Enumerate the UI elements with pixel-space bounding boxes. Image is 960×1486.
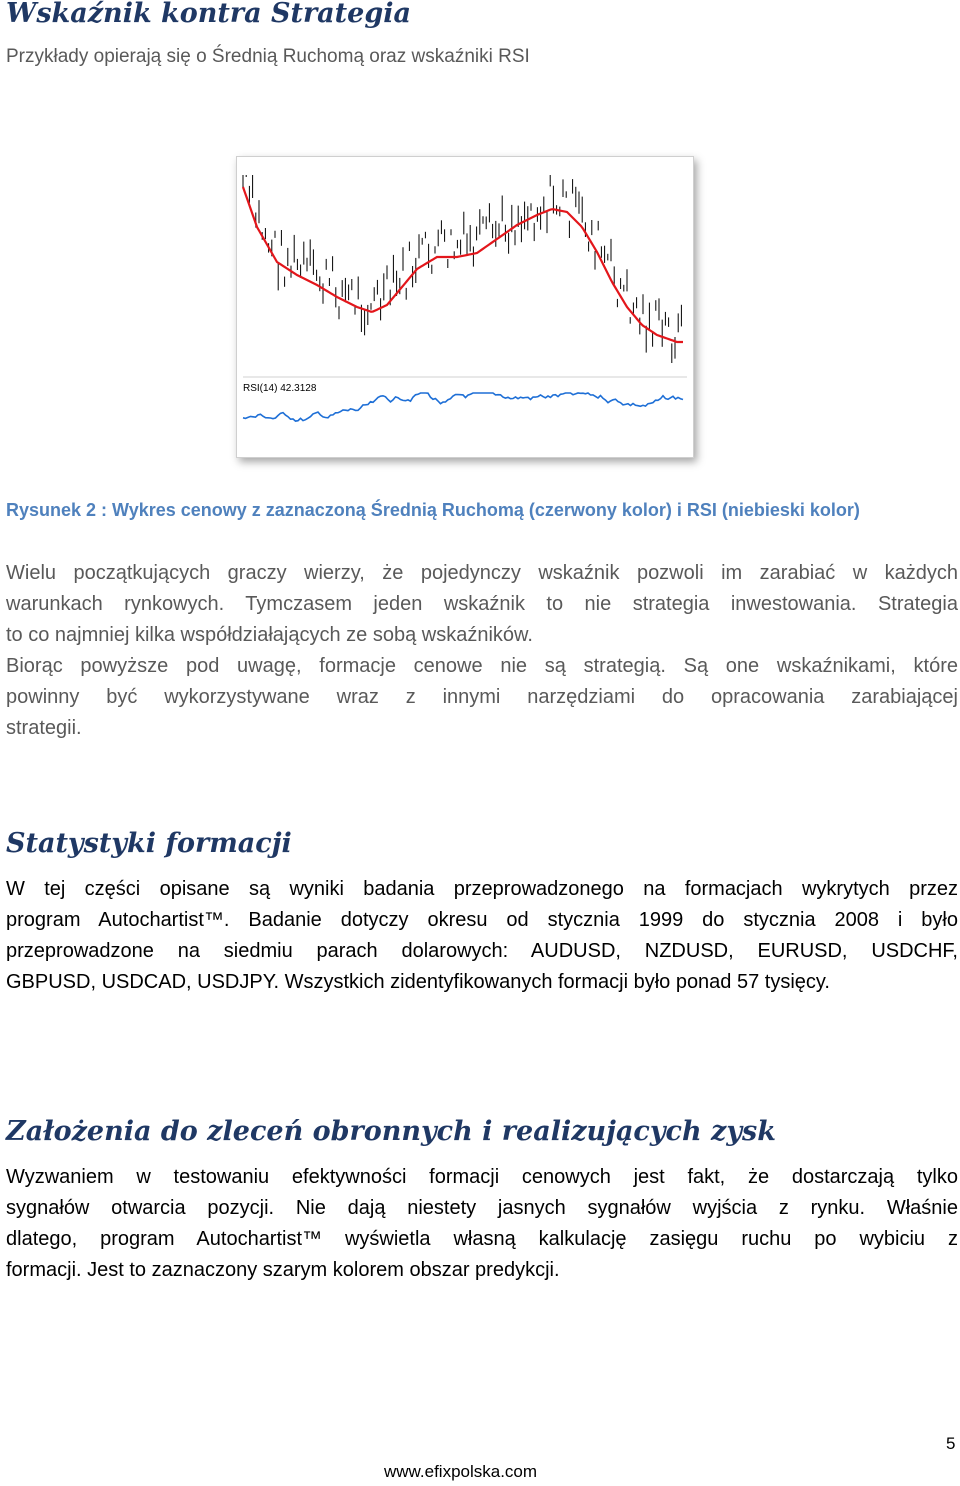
price-chart-svg bbox=[237, 157, 693, 457]
paragraph-line: warunkach rynkowych. Tymczasem jeden wskaźnik to nie strategia inwestowania. Strategia bbox=[6, 593, 958, 615]
section-title-stop-loss-take-profit: Założenia do zleceń obronnych i realizujących zysk bbox=[6, 1116, 776, 1147]
paragraph-statistics bbox=[6, 874, 958, 998]
section-title-indicator-vs-strategy: Wskaźnik kontra Strategia bbox=[6, 0, 411, 29]
paragraph-line: formacji. Jest to zaznaczony szarym kolorem obszar predykcji. bbox=[6, 1259, 560, 1281]
paragraph-line: powinny być wykorzystywane wraz z innymi narzędziami do opracowania zarabiającej bbox=[6, 686, 958, 708]
paragraph-line: Wyzwaniem w testowaniu efektywności formacji cenowych jest fakt, że dostarczają tylko bbox=[6, 1166, 958, 1188]
paragraph-line: W tej części opisane są wyniki badania przeprowadzonego na formacjach wykrytych przez bbox=[6, 878, 958, 900]
footer-url: www.efixpolska.com bbox=[384, 1462, 538, 1481]
paragraph-line: Biorąc powyższe pod uwagę, formacje cenowe nie są strategią. Są one wskaźnikami, które bbox=[6, 655, 958, 677]
rsi-line bbox=[243, 393, 683, 421]
paragraph-line: GBPUSD, USDCAD, USDJPY. Wszystkich zidentyfikowanych formacji było ponad 57 tysięcy. bbox=[6, 971, 830, 993]
paragraph-line: sygnałów otwarcia pozycji. Nie dają niestety jasnych sygnałów wyjścia z rynku. Właśnie bbox=[6, 1197, 958, 1219]
paragraph-line: strategii. bbox=[6, 717, 82, 739]
paragraph-line: dlatego, program Autochartist™ wyświetla własną kalkulację zasięgu ruchu po wybiciu z bbox=[6, 1228, 958, 1250]
section-title-pattern-statistics: Statystyki formacji bbox=[6, 828, 292, 859]
paragraph-line: to co najmniej kilka współdziałających ze sobą wskaźników. bbox=[6, 624, 533, 646]
paragraph-line: przeprowadzone na siedmiu parach dolarowych: AUDUSD, NZDUSD, EURUSD, USDCHF, bbox=[6, 940, 958, 962]
rsi-label: RSI(14) 42.3128 bbox=[243, 383, 317, 394]
price-chart-figure bbox=[236, 156, 694, 458]
paragraph-line: program Autochartist™. Badanie dotyczy okresu od stycznia 1999 do stycznia 2008 i było bbox=[6, 909, 958, 931]
figure-caption: Rysunek 2 : Wykres cenowy z zaznaczoną Średnią Ruchomą (czerwony kolor) i RSI (niebieski kolor) bbox=[6, 500, 860, 520]
price-bars bbox=[243, 175, 681, 363]
paragraph-assumptions bbox=[6, 1162, 958, 1286]
paragraph-intro bbox=[6, 558, 958, 744]
section-subtitle: Przykłady opierają się o Średnią Ruchomą oraz wskaźniki RSI bbox=[6, 46, 530, 67]
page-number: 5 bbox=[946, 1434, 956, 1453]
paragraph-line: Wielu początkujących graczy wierzy, że pojedynczy wskaźnik pozwoli im zarabiać w każdych bbox=[6, 562, 958, 584]
moving-average-line bbox=[243, 187, 683, 342]
